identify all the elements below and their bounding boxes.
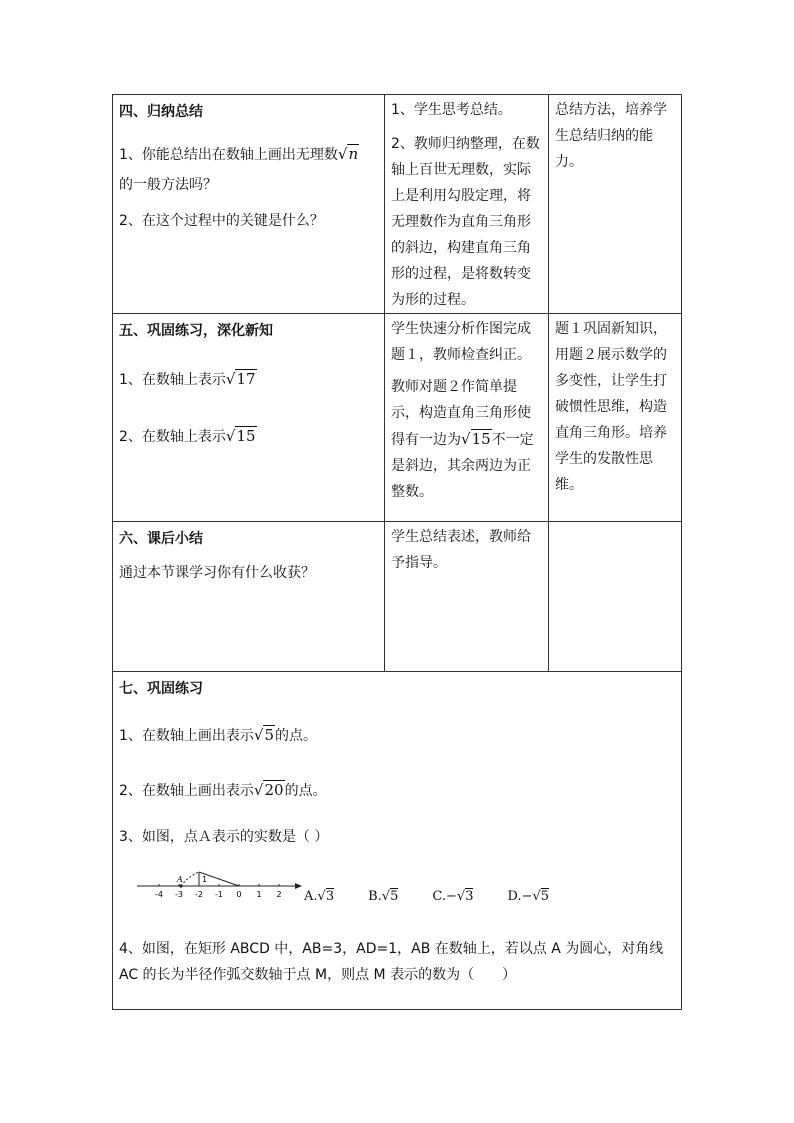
section-5-student-2 bbox=[391, 374, 542, 505]
tick-label: -3 bbox=[175, 890, 183, 899]
sqrt-20-radicand: 20 bbox=[264, 781, 284, 799]
section-7-title: 七、巩固练习 bbox=[119, 681, 203, 697]
section-5-title: 五、巩固练习，深化新知 bbox=[119, 323, 273, 339]
answer-option bbox=[368, 889, 398, 904]
answer-option-letter: A. bbox=[304, 889, 318, 904]
row-section-4 bbox=[113, 95, 682, 314]
section-4-student-2: 2、教师归纳整理，在数轴上百世无理数，实际上是利用勾股定理，将无理数作为直角三角形的斜边，构建直角三角形的过程，是将数转变为形的过程。 bbox=[391, 136, 540, 308]
row-section-7 bbox=[113, 672, 682, 1010]
section-5-student-2-text: 教师对题２作简单提示，构造直角三角形使得有一边为 bbox=[391, 379, 531, 448]
section-7-q1 bbox=[119, 722, 675, 749]
sqrt-17: √17 bbox=[225, 370, 256, 388]
section-5-student-1: 学生快速分析作图完成题１，教师检查纠正。 bbox=[391, 321, 531, 363]
section-5-intent: 题１巩固新知识，用题２展示数学的多变性，让学生打破惯性思维，构造直角三角形。培养学生的发散性思维。 bbox=[555, 321, 667, 493]
cell-content-4 bbox=[113, 95, 385, 314]
section-5-q2 bbox=[119, 423, 378, 450]
answer-option-radicand: 5 bbox=[540, 889, 550, 904]
section-5-q1 bbox=[119, 366, 378, 393]
sqrt-n: √n bbox=[337, 145, 359, 163]
section-7-q2 bbox=[119, 777, 675, 804]
sqrt-sign: √ bbox=[532, 889, 541, 904]
row-section-6 bbox=[113, 522, 682, 672]
dashed-arc bbox=[181, 872, 199, 886]
cell-activity-6 bbox=[385, 522, 549, 672]
answer-option-letter: C.− bbox=[432, 889, 457, 904]
row-section-5 bbox=[113, 314, 682, 522]
tick-label: -2 bbox=[195, 890, 203, 899]
section-5-q1-text: 1、在数轴上表示 bbox=[119, 372, 226, 388]
sqrt-20: √20 bbox=[253, 781, 284, 799]
cell-intent-6 bbox=[549, 522, 682, 672]
section-4-q1 bbox=[119, 141, 378, 168]
sqrt-5: √5 bbox=[253, 726, 275, 744]
tick-label: 0 bbox=[236, 890, 242, 899]
answer-option bbox=[432, 889, 473, 904]
answer-option bbox=[304, 889, 334, 904]
sqrt-sign: √ bbox=[317, 889, 326, 904]
section-7-q3: 3、如图，点Ａ表示的实数是（ ） bbox=[119, 829, 329, 845]
answer-option-radicand: 3 bbox=[465, 889, 474, 904]
lesson-table bbox=[112, 94, 682, 1010]
section-4-intent: 总结方法，培养学生总结归纳的能力。 bbox=[555, 102, 667, 170]
cell-content-5 bbox=[113, 314, 385, 522]
sqrt-15-inline: √15 bbox=[461, 430, 491, 448]
answer-options bbox=[304, 884, 583, 910]
number-line-arrow bbox=[295, 883, 302, 889]
section-7-q4: 4、如图，在矩形 ABCD 中，AB=3，AD=1，AB 在数轴上，若以点 A 为圆心，对角线 AC 的长为半径作弧交数轴于点 M，则点 M 表示的数为（ ） bbox=[119, 941, 664, 983]
section-4-q2: 2、在这个过程中的关键是什么？ bbox=[119, 213, 324, 229]
sqrt-5-radicand: 5 bbox=[264, 726, 275, 744]
point-a-dot bbox=[179, 884, 182, 887]
sqrt-15-radicand: 15 bbox=[236, 427, 256, 445]
section-4-student-1: 1、学生思考总结。 bbox=[391, 102, 512, 118]
section-6-title: 六、课后小结 bbox=[119, 531, 203, 547]
answer-option-radicand: 5 bbox=[390, 889, 399, 904]
tick-label: -4 bbox=[155, 890, 163, 899]
section-4-title: 四、归纳总结 bbox=[119, 104, 203, 120]
q3-figure-area bbox=[119, 858, 675, 930]
section-7-q2-text: 2、在数轴上画出表示 bbox=[119, 783, 254, 799]
sqrt-15-inline-radicand: 15 bbox=[471, 430, 491, 448]
section-7-q1-text: 1、在数轴上画出表示 bbox=[119, 728, 254, 744]
sqrt-17-radicand: 17 bbox=[236, 370, 256, 388]
cell-activity-4 bbox=[385, 95, 549, 314]
tick-label: -1 bbox=[215, 890, 223, 899]
section-4-q1-cont: 的一般方法吗？ bbox=[119, 177, 217, 193]
answer-option-radicand: 3 bbox=[325, 889, 335, 904]
cell-intent-4 bbox=[549, 95, 682, 314]
tick-label: 2 bbox=[276, 890, 282, 899]
cell-content-6 bbox=[113, 522, 385, 672]
section-5-q2-text: 2、在数轴上表示 bbox=[119, 429, 226, 445]
answer-option-letter: D.− bbox=[507, 889, 533, 904]
leg-length-label: 1 bbox=[202, 875, 208, 884]
section-7-q2-tail: 的点。 bbox=[284, 783, 327, 799]
answer-option bbox=[507, 889, 549, 904]
cell-content-7 bbox=[113, 672, 682, 1010]
sqrt-n-radicand: n bbox=[348, 145, 359, 163]
answer-option-letter: B. bbox=[368, 889, 382, 904]
sqrt-sign: √ bbox=[456, 889, 466, 904]
section-4-q1-text: 1、你能总结出在数轴上画出无理数 bbox=[119, 147, 338, 163]
section-6-question: 通过本节课学习你有什么收获？ bbox=[119, 565, 315, 581]
tick-label: 1 bbox=[256, 890, 262, 899]
point-a-label: A bbox=[177, 875, 183, 884]
cell-intent-5 bbox=[549, 314, 682, 522]
sqrt-15: √15 bbox=[225, 427, 256, 445]
cell-activity-5 bbox=[385, 314, 549, 522]
section-7-q1-tail: 的点。 bbox=[275, 728, 318, 744]
number-line-figure bbox=[135, 864, 305, 904]
section-6-student: 学生总结表述，教师给予指导。 bbox=[391, 529, 531, 571]
sqrt-sign: √ bbox=[381, 889, 391, 904]
section-5-student-2-tail: 不一定是斜边，其余两边为正整数。 bbox=[391, 432, 534, 500]
